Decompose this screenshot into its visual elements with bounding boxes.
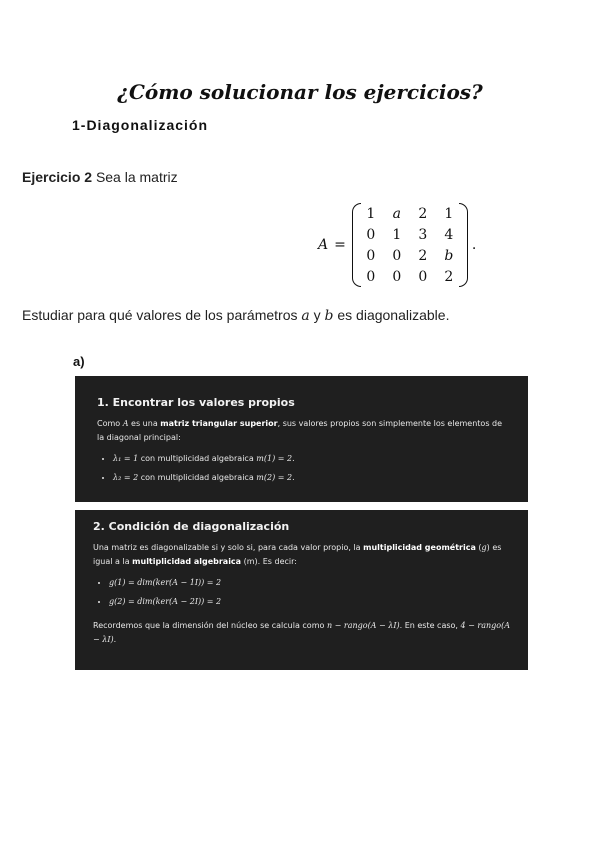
box2-math: g xyxy=(481,543,487,552)
exercise-text: Sea la matriz xyxy=(95,169,178,185)
item-math: g(2) = dim(ker(A − 2I)) = 2 xyxy=(109,597,222,606)
box2-text: Una matriz es diagonalizable si y solo si, para cada valor propio, la xyxy=(93,543,361,552)
list-item xyxy=(113,449,506,468)
section-heading: 1-Diagonalización xyxy=(72,117,209,133)
item-math: g(1) = dim(ker(A − 1I)) = 2 xyxy=(109,578,222,587)
list-item xyxy=(113,468,506,487)
box1-heading: 1. Encontrar los valores propios xyxy=(97,396,295,409)
box2-text: . En este caso, xyxy=(399,621,458,630)
matrix-name: A xyxy=(318,237,329,253)
matrix xyxy=(352,203,468,287)
part-label: a) xyxy=(73,354,85,369)
item-math: m(2) = 2. xyxy=(256,473,295,482)
box1-text: , sus valores propios son simplemente los elementos de la diagonal principal: xyxy=(97,419,503,442)
list-item xyxy=(109,592,510,611)
matrix-cell: 1 xyxy=(392,226,402,243)
box2-text: ( xyxy=(478,543,482,552)
multiplicity-list xyxy=(93,573,510,611)
matrix-cell: b xyxy=(444,247,454,264)
box2-paragraph xyxy=(93,541,510,569)
matrix-cell: 0 xyxy=(366,226,376,243)
matrix-cell: 2 xyxy=(418,205,428,222)
box1-text: es una xyxy=(131,419,158,428)
matrix-cell: 4 xyxy=(444,226,454,243)
list-item xyxy=(109,573,510,592)
matrix-cell: 1 xyxy=(444,205,454,222)
matrix-cell: 1 xyxy=(366,205,376,222)
matrix-cell: a xyxy=(392,205,402,222)
item-text: con multiplicidad algebraica xyxy=(140,473,254,482)
matrix-end: . xyxy=(471,237,477,253)
item-math: λ₂ = 2 xyxy=(113,473,139,482)
item-math: m(1) = 2. xyxy=(256,454,295,463)
box1-text: Como xyxy=(97,419,121,428)
exercise-statement xyxy=(22,169,178,185)
page-title: ¿Cómo solucionar los ejercicios? xyxy=(117,80,483,104)
box1-bold: matriz triangular superior xyxy=(160,419,278,428)
matrix-equation xyxy=(318,200,476,290)
exercise-label: Ejercicio 2 xyxy=(22,169,93,185)
eigenvalue-list xyxy=(97,449,506,487)
box2-bold: multiplicidad geométrica xyxy=(363,543,476,552)
solution-box-eigenvalues xyxy=(75,376,528,502)
param-a: a xyxy=(301,308,310,324)
item-text: con multiplicidad algebraica xyxy=(140,454,254,463)
study-pre: Estudiar para qué valores de los parámetros xyxy=(22,307,298,323)
box2-math: 4 − rango(A − λI). xyxy=(93,621,510,644)
box2-paragraph-2 xyxy=(93,619,510,647)
study-post: es diagonalizable. xyxy=(337,307,450,323)
matrix-cell: 3 xyxy=(418,226,428,243)
matrix-cell: 0 xyxy=(392,247,402,264)
box2-text: ) es igual a la xyxy=(93,543,502,566)
box2-bold: multiplicidad algebraica xyxy=(132,557,242,566)
box2-text: Recordemos que la dimensión del núcleo se calcula como xyxy=(93,621,325,630)
matrix-cell: 0 xyxy=(418,268,428,285)
study-statement xyxy=(22,307,449,324)
box2-heading: 2. Condición de diagonalización xyxy=(93,520,290,533)
box1-math: A xyxy=(122,419,129,428)
solution-box-condition xyxy=(75,510,528,670)
matrix-cell: 0 xyxy=(392,268,402,285)
box2-text: (m). Es decir: xyxy=(243,557,297,566)
matrix-cell: 2 xyxy=(418,247,428,264)
matrix-cell: 0 xyxy=(366,268,376,285)
matrix-equals: = xyxy=(334,237,346,253)
item-math: λ₁ = 1 xyxy=(113,454,139,463)
study-y: y xyxy=(313,307,321,323)
box1-paragraph xyxy=(97,417,506,445)
box2-math: n − rango(A − λI) xyxy=(326,621,400,630)
param-b: b xyxy=(324,308,334,324)
matrix-cell: 2 xyxy=(444,268,454,285)
matrix-cell: 0 xyxy=(366,247,376,264)
